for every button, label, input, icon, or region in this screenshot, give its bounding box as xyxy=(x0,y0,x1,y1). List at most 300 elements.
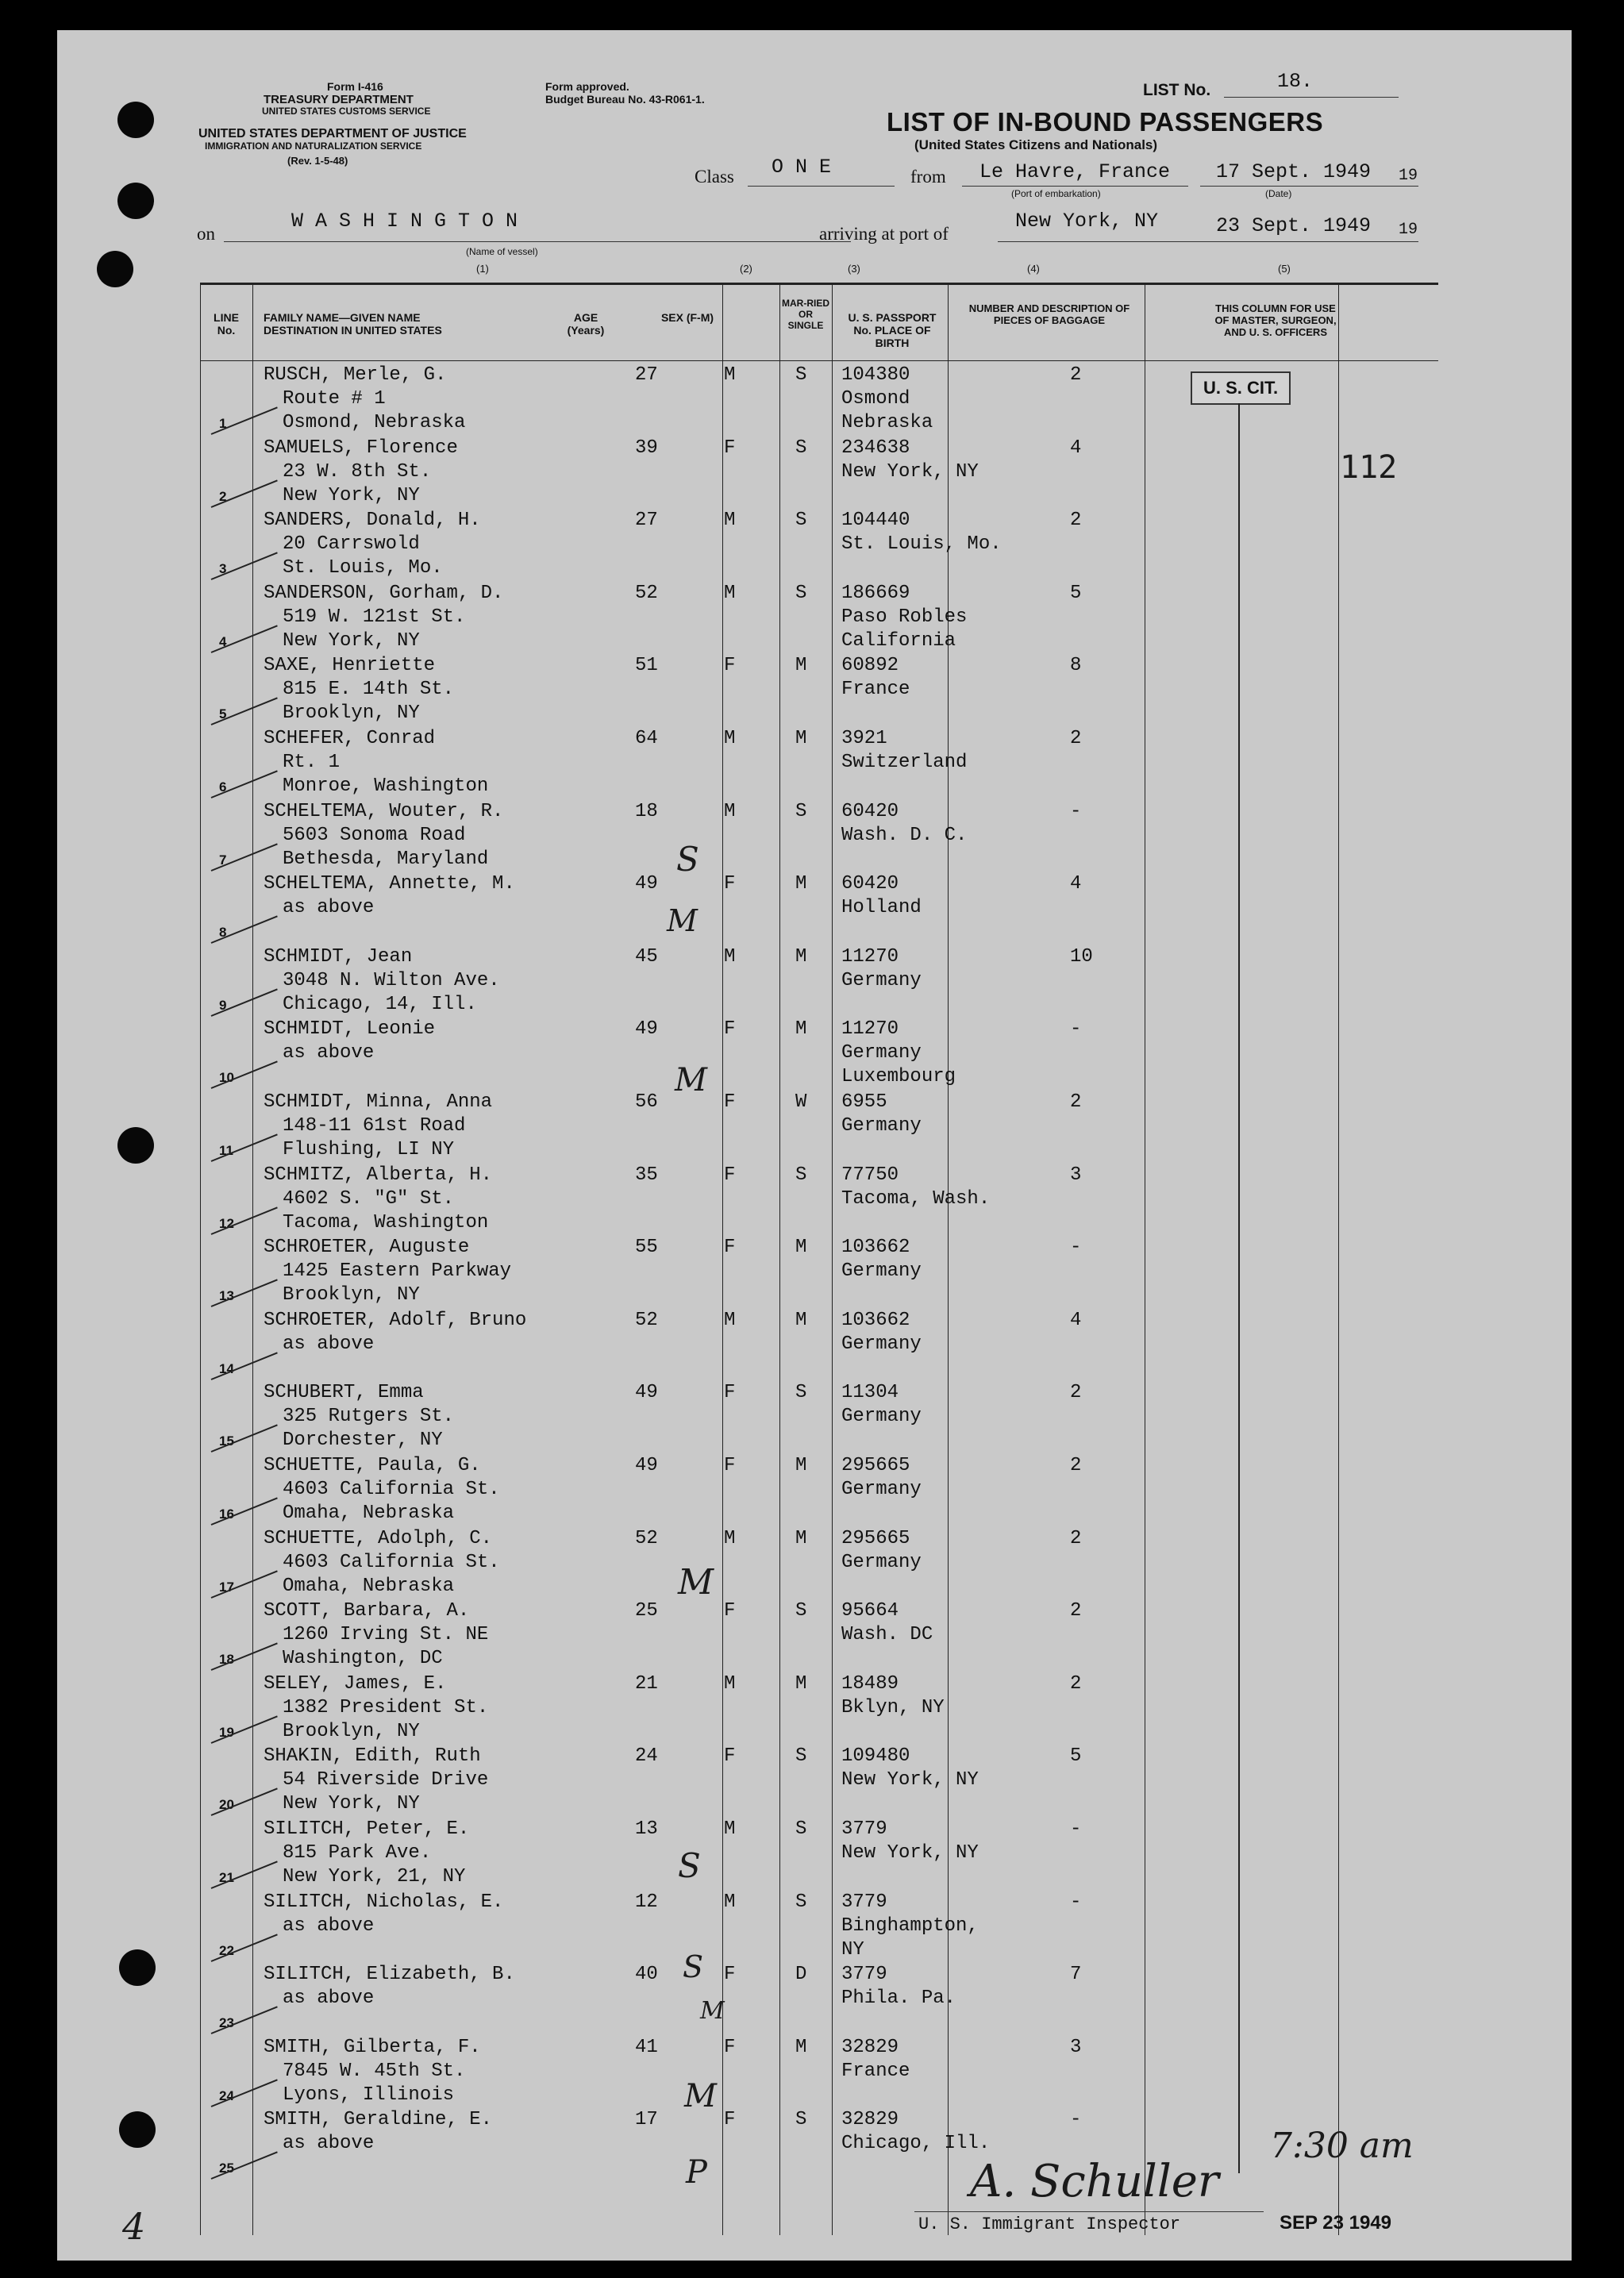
baggage-count: 5 xyxy=(1070,1745,1082,1768)
passenger-destination: 1260 Irving St. NE xyxy=(283,1624,489,1646)
passenger-sex: M xyxy=(724,728,736,749)
passenger-name: SAXE, Henriette xyxy=(264,655,436,677)
from-label: from xyxy=(910,167,946,187)
marital-status: S xyxy=(795,1818,807,1840)
passenger-destination: Route # 1 xyxy=(283,388,386,410)
passport-number: 11270 xyxy=(841,1018,899,1041)
punch-hole xyxy=(119,2111,156,2148)
passenger-destination: 20 Carrswold xyxy=(283,533,420,556)
passport-number: 103662 xyxy=(841,1309,910,1331)
on-label: on xyxy=(197,224,215,244)
passenger-destination: 23 W. 8th St. xyxy=(283,460,432,483)
col-header-name: FAMILY NAME—GIVEN NAME DESTINATION IN UNITED STATES xyxy=(264,311,442,337)
place-of-birth: New York, NY xyxy=(841,1769,979,1791)
marital-status: S xyxy=(795,582,807,604)
passenger-age: 17 xyxy=(635,2109,658,2131)
line-number: 9 xyxy=(219,997,227,1013)
col-num-4: (4) xyxy=(1027,263,1040,275)
table-row xyxy=(200,1454,1438,1527)
passport-number: 109480 xyxy=(841,1745,910,1768)
passenger-destination: Brooklyn, NY xyxy=(283,1720,420,1742)
punch-hole xyxy=(97,251,133,287)
passport-number: 77750 xyxy=(841,1164,899,1186)
passenger-destination: Omaha, Nebraska xyxy=(283,1575,455,1597)
table-row xyxy=(200,1091,1438,1164)
passenger-destination: Chicago, 14, Ill. xyxy=(283,993,477,1015)
place-of-birth: Holland xyxy=(841,897,922,919)
passenger-age: 27 xyxy=(635,510,658,532)
immigration-service: IMMIGRATION AND NATURALIZATION SERVICE xyxy=(205,140,422,152)
marital-status: S xyxy=(795,1745,807,1768)
passenger-sex: F xyxy=(724,1964,736,1986)
marital-status: M xyxy=(795,873,807,895)
sex-correction-mark-5: S xyxy=(678,1846,701,1885)
baggage-count: 3 xyxy=(1070,2036,1082,2058)
baggage-count: 3 xyxy=(1070,1164,1082,1186)
date-stamp: SEP 23 1949 xyxy=(1280,2212,1392,2234)
passport-number: 3779 xyxy=(841,1891,887,1913)
passenger-destination: New York, NY xyxy=(283,629,420,652)
passenger-name: SMITH, Geraldine, E. xyxy=(264,2109,493,2131)
embarkation-date: 17 Sept. 1949 xyxy=(1216,160,1372,183)
passenger-name: SCHROETER, Adolf, Bruno xyxy=(264,1309,527,1331)
place-of-birth: Tacoma, Wash. xyxy=(841,1187,991,1210)
marital-status: M xyxy=(795,1237,807,1259)
passenger-age: 56 xyxy=(635,1091,658,1113)
baggage-count: 7 xyxy=(1070,1964,1082,1986)
passenger-age: 49 xyxy=(635,1455,658,1476)
passenger-age: 49 xyxy=(635,873,658,895)
passenger-destination: Washington, DC xyxy=(283,1648,443,1670)
marital-status: M xyxy=(795,728,807,749)
table-row xyxy=(200,1309,1438,1382)
line-number: 1 xyxy=(219,416,227,431)
passport-number: 295665 xyxy=(841,1455,910,1476)
place-of-birth: St. Louis, Mo. xyxy=(841,533,1002,556)
punch-hole xyxy=(117,102,154,138)
place-of-birth: California xyxy=(841,629,956,652)
passenger-age: 35 xyxy=(635,1164,658,1186)
passenger-name: SCHMIDT, Minna, Anna xyxy=(264,1091,493,1113)
passenger-destination: New York, NY xyxy=(283,484,420,506)
passenger-sex: M xyxy=(724,1818,736,1840)
inspector-signature: A. Schuller xyxy=(970,2156,1219,2207)
place-of-birth: Germany xyxy=(841,969,922,991)
passenger-sex: F xyxy=(724,1091,736,1113)
passenger-age: 64 xyxy=(635,728,658,749)
passenger-age: 55 xyxy=(635,1237,658,1259)
table-row xyxy=(200,1672,1438,1745)
punch-hole xyxy=(117,1127,154,1164)
sex-correction-mark-6: S xyxy=(683,1949,704,1984)
passenger-age: 45 xyxy=(635,945,658,968)
passenger-name: SCHUETTE, Adolph, C. xyxy=(264,1527,493,1549)
department-of-justice: UNITED STATES DEPARTMENT OF JUSTICE xyxy=(198,127,467,140)
passenger-sex: M xyxy=(724,945,736,968)
passenger-name: SHAKIN, Edith, Ruth xyxy=(264,1745,481,1768)
passenger-rows xyxy=(200,360,1438,2235)
col-header-passport: U. S. PASSPORT No. PLACE OF BIRTH xyxy=(848,311,937,350)
passenger-name: SCHUETTE, Paula, G. xyxy=(264,1455,481,1476)
passenger-destination: as above xyxy=(283,1914,375,1937)
baggage-count: - xyxy=(1070,1237,1082,1259)
passenger-destination: 815 E. 14th St. xyxy=(283,679,455,701)
treasury-department: TREASURY DEPARTMENT xyxy=(264,93,414,106)
baggage-count: 2 xyxy=(1070,364,1082,386)
passenger-sex: F xyxy=(724,1164,736,1186)
passenger-destination: St. Louis, Mo. xyxy=(283,557,443,579)
passenger-destination: 54 Riverside Drive xyxy=(283,1769,489,1791)
passenger-sex: M xyxy=(724,510,736,532)
table-row xyxy=(200,1599,1438,1672)
line-number: 23 xyxy=(219,2015,234,2031)
baggage-count: 4 xyxy=(1070,1309,1082,1331)
col-header-sex: SEX (F-M) xyxy=(660,311,714,324)
passenger-destination: 325 Rutgers St. xyxy=(283,1406,455,1428)
form-revision: (Rev. 1-5-48) xyxy=(287,155,348,167)
passenger-age: 13 xyxy=(635,1818,658,1840)
passenger-name: SILITCH, Nicholas, E. xyxy=(264,1891,504,1913)
passport-number: 95664 xyxy=(841,1600,899,1622)
table-row xyxy=(200,1164,1438,1237)
table-row xyxy=(200,1891,1438,1964)
passenger-destination: Flushing, LI NY xyxy=(283,1139,455,1160)
passenger-destination: 4603 California St. xyxy=(283,1551,500,1573)
place-of-birth: Chicago, Ill. xyxy=(841,2133,991,2155)
passenger-name: SCHELTEMA, Annette, M. xyxy=(264,873,515,895)
place-of-birth: Germany xyxy=(841,1333,922,1355)
table-row xyxy=(200,1745,1438,1818)
class-value: O N E xyxy=(772,156,832,179)
place-of-birth: Germany xyxy=(841,1406,922,1428)
place-of-birth: Wash. DC xyxy=(841,1624,933,1646)
passenger-destination: 1382 President St. xyxy=(283,1696,489,1718)
passenger-destination: as above xyxy=(283,1987,375,2010)
marital-status: S xyxy=(795,1382,807,1404)
place-of-birth: Bklyn, NY xyxy=(841,1696,945,1718)
line-number: 17 xyxy=(219,1579,234,1595)
passenger-sex: F xyxy=(724,1455,736,1476)
passenger-sex: F xyxy=(724,437,736,459)
table-row xyxy=(200,1236,1438,1309)
passenger-age: 18 xyxy=(635,800,658,822)
passenger-destination: 5603 Sonoma Road xyxy=(283,824,466,846)
line-number: 19 xyxy=(219,1724,234,1740)
passenger-age: 52 xyxy=(635,1309,658,1331)
passport-number: 186669 xyxy=(841,582,910,604)
passenger-sex: M xyxy=(724,582,736,604)
baggage-count: 5 xyxy=(1070,582,1082,604)
passport-number: 6955 xyxy=(841,1091,887,1113)
inspector-title: U. S. Immigrant Inspector xyxy=(918,2215,1181,2234)
table-row xyxy=(200,727,1438,800)
passenger-name: SELEY, James, E. xyxy=(264,1672,447,1695)
passenger-name: SCHELTEMA, Wouter, R. xyxy=(264,800,504,822)
line-number: 4 xyxy=(219,633,227,649)
marital-status: M xyxy=(795,2036,807,2058)
table-row xyxy=(200,2036,1438,2109)
arrival-date: 23 Sept. 1949 xyxy=(1216,214,1372,237)
class-label: Class xyxy=(695,167,734,187)
passenger-name: SILITCH, Peter, E. xyxy=(264,1818,470,1840)
passenger-age: 21 xyxy=(635,1672,658,1695)
baggage-count: 4 xyxy=(1070,873,1082,895)
passport-number: 60420 xyxy=(841,800,899,822)
passenger-destination: Monroe, Washington xyxy=(283,775,489,797)
punch-hole xyxy=(117,183,154,219)
place-of-birth: Osmond xyxy=(841,388,910,410)
passenger-destination: Lyons, Illinois xyxy=(283,2084,455,2106)
arrival-port: New York, NY xyxy=(1015,210,1159,233)
line-number: 13 xyxy=(219,1288,234,1304)
marital-status: S xyxy=(795,437,807,459)
passenger-table xyxy=(200,283,1438,2235)
passenger-sex: M xyxy=(724,1527,736,1549)
marital-status: M xyxy=(795,1018,807,1041)
line-number: 24 xyxy=(219,2088,234,2103)
passenger-name: SCHMIDT, Leonie xyxy=(264,1018,436,1041)
place-of-birth: Germany xyxy=(841,1260,922,1283)
passenger-destination: 4602 S. "G" St. xyxy=(283,1187,455,1210)
marital-status: S xyxy=(795,364,807,386)
marital-status: W xyxy=(795,1091,807,1113)
line-number: 10 xyxy=(219,1070,234,1086)
passenger-sex: F xyxy=(724,1600,736,1622)
passenger-sex: M xyxy=(724,800,736,822)
passport-number: 295665 xyxy=(841,1527,910,1549)
vessel-name: W A S H I N G T O N xyxy=(291,210,518,233)
passenger-sex: M xyxy=(724,1672,736,1695)
passenger-destination: 3048 N. Wilton Ave. xyxy=(283,969,500,991)
line-number: 2 xyxy=(219,488,227,504)
table-row xyxy=(200,1818,1438,1891)
place-of-birth: Switzerland xyxy=(841,752,968,773)
passenger-name: SANDERS, Donald, H. xyxy=(264,510,481,532)
passenger-name: SCHEFER, Conrad xyxy=(264,728,436,749)
passenger-destination: 148-11 61st Road xyxy=(283,1115,466,1137)
baggage-count: 2 xyxy=(1070,1600,1082,1622)
table-row xyxy=(200,1381,1438,1454)
passenger-sex: F xyxy=(724,1745,736,1768)
marital-status: S xyxy=(795,800,807,822)
passenger-age: 51 xyxy=(635,655,658,677)
baggage-count: 10 xyxy=(1070,945,1093,968)
place-of-birth: New York, NY xyxy=(841,460,979,483)
passenger-destination: Brooklyn, NY xyxy=(283,702,420,725)
col-header-age: AGE (Years) xyxy=(567,311,605,337)
baggage-count: 2 xyxy=(1070,510,1082,532)
passenger-destination: 4603 California St. xyxy=(283,1479,500,1500)
place-of-birth: Germany xyxy=(841,1042,922,1064)
table-row xyxy=(200,437,1438,510)
table-row xyxy=(200,2108,1438,2181)
passenger-sex: F xyxy=(724,1018,736,1041)
table-row xyxy=(200,509,1438,582)
passport-number: 11304 xyxy=(841,1382,899,1404)
table-row xyxy=(200,582,1438,655)
passenger-destination: 519 W. 121st St. xyxy=(283,606,466,628)
passenger-name: SCHMIDT, Jean xyxy=(264,945,413,968)
corner-page-mark: 4 xyxy=(122,2205,146,2248)
place-of-birth: Phila. Pa. xyxy=(841,1987,956,2010)
baggage-count: 8 xyxy=(1070,655,1082,677)
passenger-destination: as above xyxy=(283,2133,375,2155)
passenger-destination: 1425 Eastern Parkway xyxy=(283,1260,512,1283)
baggage-count: 2 xyxy=(1070,728,1082,749)
form-number: Form I-416 xyxy=(327,80,383,93)
passenger-destination: Dorchester, NY xyxy=(283,1430,443,1452)
baggage-count: 2 xyxy=(1070,1527,1082,1549)
passport-number: 32829 xyxy=(841,2036,899,2058)
passenger-destination: as above xyxy=(283,897,375,919)
table-row xyxy=(200,945,1438,1018)
passenger-age: 49 xyxy=(635,1018,658,1041)
passenger-age: 25 xyxy=(635,1600,658,1622)
col-num-1: (1) xyxy=(476,263,489,275)
passenger-destination: Osmond, Nebraska xyxy=(283,412,466,433)
sex-correction-mark-3: M xyxy=(675,1062,707,1099)
baggage-count: 2 xyxy=(1070,1382,1082,1404)
line-number: 25 xyxy=(219,2161,234,2176)
sex-correction-mark-9: P xyxy=(686,2154,707,2191)
passenger-sex: M xyxy=(724,1891,736,1913)
baggage-count: - xyxy=(1070,800,1082,822)
passenger-name: SCHMITZ, Alberta, H. xyxy=(264,1164,493,1186)
passenger-sex: M xyxy=(724,1309,736,1331)
baggage-count: 2 xyxy=(1070,1091,1082,1113)
passenger-name: RUSCH, Merle, G. xyxy=(264,364,447,386)
passenger-sex: F xyxy=(724,873,736,895)
marital-status: M xyxy=(795,1455,807,1476)
passport-number: 18489 xyxy=(841,1672,899,1695)
passenger-destination: as above xyxy=(283,1042,375,1064)
arrival-year-suffix: 19 xyxy=(1399,221,1418,239)
col-header-married: MAR-RIED OR SINGLE xyxy=(782,298,829,331)
passport-number: 32829 xyxy=(841,2109,899,2131)
line-number: 11 xyxy=(219,1143,233,1158)
col-num-3: (3) xyxy=(848,263,860,275)
marital-status: M xyxy=(795,1527,807,1549)
line-number: 21 xyxy=(219,1870,234,1885)
table-row xyxy=(200,654,1438,727)
place-of-birth: Nebraska xyxy=(841,412,933,433)
line-number: 18 xyxy=(219,1652,234,1668)
document-title: LIST OF IN-BOUND PASSENGERS xyxy=(887,107,1324,137)
line-number: 6 xyxy=(219,779,227,795)
passenger-name: SILITCH, Elizabeth, B. xyxy=(264,1964,515,1986)
passenger-sex: F xyxy=(724,1382,736,1404)
passenger-name: SCOTT, Barbara, A. xyxy=(264,1600,470,1622)
table-row xyxy=(200,800,1438,873)
line-number: 12 xyxy=(219,1215,234,1231)
passenger-name: SMITH, Gilberta, F. xyxy=(264,2036,481,2058)
marital-status: M xyxy=(795,1672,807,1695)
marital-status: M xyxy=(795,655,807,677)
table-row xyxy=(200,1018,1438,1091)
place-of-birth: Germany xyxy=(841,1115,922,1137)
customs-service: UNITED STATES CUSTOMS SERVICE xyxy=(262,106,431,117)
passenger-name: SCHROETER, Auguste xyxy=(264,1237,470,1259)
passenger-name: SANDERSON, Gorham, D. xyxy=(264,582,504,604)
baggage-count: 2 xyxy=(1070,1672,1082,1695)
arriving-label: arriving at port of xyxy=(819,224,949,244)
place-of-birth: NY xyxy=(841,1938,864,1961)
list-no-label: LIST No. xyxy=(1143,81,1211,99)
table-row xyxy=(200,1963,1438,2036)
passenger-age: 41 xyxy=(635,2036,658,2058)
passport-number: 234638 xyxy=(841,437,910,459)
line-number: 20 xyxy=(219,1797,234,1813)
marital-status: S xyxy=(795,510,807,532)
passport-number: 11270 xyxy=(841,945,899,968)
passenger-destination: Omaha, Nebraska xyxy=(283,1503,455,1524)
col-num-2: (2) xyxy=(740,263,752,275)
us-citizen-stamp: U. S. CIT. xyxy=(1191,371,1291,405)
budget-bureau: Budget Bureau No. 43-R061-1. xyxy=(545,93,705,106)
marital-status: S xyxy=(795,1164,807,1186)
line-number: 7 xyxy=(219,852,227,868)
place-of-birth: Wash. D. C. xyxy=(841,824,968,846)
passenger-destination: New York, 21, NY xyxy=(283,1866,466,1887)
baggage-count: 4 xyxy=(1070,437,1082,459)
passport-number: 104440 xyxy=(841,510,910,532)
line-number: 8 xyxy=(219,925,227,941)
passenger-sex: M xyxy=(724,364,736,386)
passenger-name: SAMUELS, Florence xyxy=(264,437,458,459)
manifest-page xyxy=(57,30,1572,2261)
baggage-count: - xyxy=(1070,1018,1082,1041)
place-of-birth: Germany xyxy=(841,1479,922,1500)
list-no-value: 18. xyxy=(1277,70,1314,93)
baggage-count: - xyxy=(1070,2109,1082,2131)
passenger-age: 49 xyxy=(635,1382,658,1404)
passport-number: 104380 xyxy=(841,364,910,386)
place-of-birth: France xyxy=(841,2060,910,2082)
passenger-destination: 7845 W. 45th St. xyxy=(283,2060,466,2082)
punch-hole xyxy=(119,1949,156,1986)
place-of-birth: France xyxy=(841,679,910,701)
passenger-sex: F xyxy=(724,1237,736,1259)
port-embark-caption: (Port of embarkation) xyxy=(1011,188,1101,199)
vessel-caption: (Name of vessel) xyxy=(466,246,538,257)
marital-status: M xyxy=(795,1309,807,1331)
passport-number: 3779 xyxy=(841,1818,887,1840)
passenger-age: 40 xyxy=(635,1964,658,1986)
baggage-count: - xyxy=(1070,1891,1082,1913)
line-number: 15 xyxy=(219,1433,234,1449)
col-num-5: (5) xyxy=(1278,263,1291,275)
sex-correction-mark-1: S xyxy=(676,840,699,879)
marital-status: D xyxy=(795,1964,807,1986)
passport-number: 3921 xyxy=(841,728,887,749)
passenger-destination: as above xyxy=(283,1333,375,1355)
passenger-sex: F xyxy=(724,2109,736,2131)
passenger-age: 39 xyxy=(635,437,658,459)
passenger-age: 24 xyxy=(635,1745,658,1768)
passenger-age: 27 xyxy=(635,364,658,386)
line-number: 16 xyxy=(219,1506,234,1522)
arrival-time-note: 7:30 am xyxy=(1270,2126,1414,2166)
place-of-birth: New York, NY xyxy=(841,1842,979,1864)
line-number: 5 xyxy=(219,706,227,722)
form-approved: Form approved. xyxy=(545,80,629,93)
table-row xyxy=(200,1527,1438,1600)
place-of-birth: Paso Robles xyxy=(841,606,968,628)
passenger-destination: Bethesda, Maryland xyxy=(283,848,489,870)
sex-correction-mark-8: M xyxy=(684,2078,717,2114)
date-caption: (Date) xyxy=(1265,188,1292,199)
sex-correction-mark-7: M xyxy=(700,1997,725,2025)
